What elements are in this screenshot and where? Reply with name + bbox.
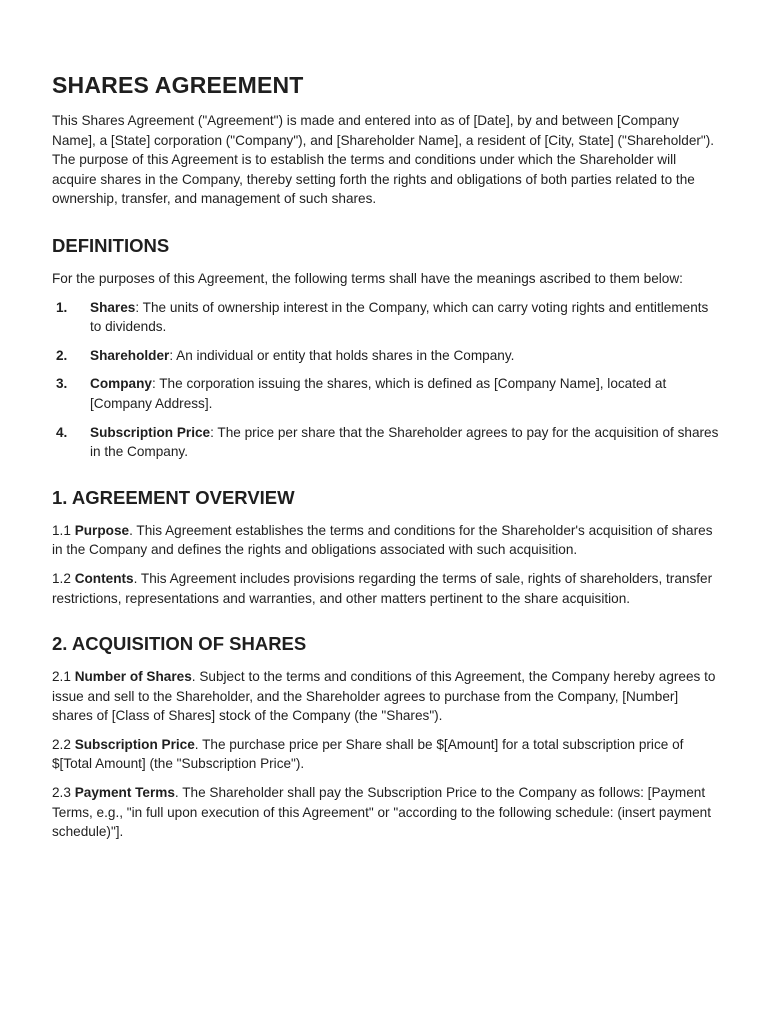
- definition-number: 4.: [56, 424, 68, 440]
- document-title: SHARES AGREEMENT: [52, 72, 304, 98]
- definition-number: 1.: [56, 299, 68, 315]
- overview-heading: 1. AGREEMENT OVERVIEW: [52, 486, 295, 508]
- definition-item: [52, 346, 720, 366]
- definition-term: Company: [90, 376, 152, 392]
- definition-term: Shareholder: [90, 347, 170, 363]
- definition-text: : The price per share that the Shareholder agrees to pay for the acquisition of shares in the Company.: [90, 424, 719, 460]
- clause-term: Payment Terms: [74, 785, 175, 801]
- definitions-section: [52, 235, 720, 462]
- definition-number: 3.: [56, 376, 68, 392]
- intro-paragraph: This Shares Agreement ("Agreement") is made and entered into as of [Date], by and between [Company Name], a [State] corporation ("Company"), and [Shareholder Name], a resident of [City, State] ("Shareholder"). The purpose of this Agreement is to establish the terms and conditions under which the Shareholder will acquire shares in the Company, thereby setting forth the rights and obligations of both parties related to the ownership, transfer, and management of such shares.: [52, 113, 715, 207]
- clause-text: . Subject to the terms and conditions of this Agreement, the Company hereby agrees to issue and sell to the Shareholder, and the Shareholder agrees to purchase from the Company, [Number] shares of [Class of Shares] stock of the Company (the "Shares").: [52, 669, 716, 724]
- clause-number: 2.3: [52, 785, 75, 801]
- clause-text: . This Agreement establishes the terms and conditions for the Shareholder's acquisition of shares in the Company and defines the rights and obligations associated with such acquisition.: [52, 522, 713, 558]
- clause-text: . The purchase price per Share shall be $[Amount] for a total subscription price of $[Total Amount] (the "Subscription Price").: [52, 736, 684, 772]
- definition-text: : The units of ownership interest in the Company, which can carry voting rights and entitlements to dividends.: [90, 299, 709, 335]
- clause-1-1: [52, 521, 720, 560]
- agreement-overview-section: [52, 487, 720, 608]
- definition-item: [52, 298, 720, 337]
- clause-1-2: [52, 569, 720, 608]
- acquisition-heading: 2. ACQUISITION OF SHARES: [52, 633, 307, 655]
- definition-item: [52, 374, 720, 413]
- clause-text: . The Shareholder shall pay the Subscription Price to the Company as follows: [Payment Terms, e.g., "in full upon execution of this Agreement" or "according to the following schedule: (insert payment schedule)"].: [52, 785, 712, 840]
- definition-term: Shares: [90, 299, 136, 315]
- clause-term: Purpose: [74, 522, 130, 538]
- clause-number: 1.2: [52, 570, 75, 586]
- clause-2-3: [52, 783, 720, 842]
- definitions-heading: DEFINITIONS: [52, 234, 170, 256]
- clause-number: 2.2: [52, 736, 75, 752]
- clause-2-2: [52, 735, 720, 774]
- definition-term: Subscription Price: [90, 424, 211, 440]
- clause-text: . This Agreement includes provisions regarding the terms of sale, rights of shareholders, transfer restrictions, representations and warranties, and other matters pertinent to the share acquisition.: [52, 570, 713, 606]
- definition-text: : An individual or entity that holds shares in the Company.: [169, 347, 515, 363]
- definition-number: 2.: [56, 347, 68, 363]
- definitions-lead: For the purposes of this Agreement, the following terms shall have the meanings ascribed to them below:: [52, 270, 683, 286]
- acquisition-section: [52, 633, 720, 842]
- clause-2-1: [52, 667, 720, 726]
- clause-term: Contents: [74, 570, 134, 586]
- definition-item: [52, 423, 720, 462]
- clause-number: 2.1: [52, 669, 75, 685]
- clause-term: Number of Shares: [74, 669, 192, 685]
- clause-number: 1.1: [52, 522, 75, 538]
- definition-text: : The corporation issuing the shares, which is defined as [Company Name], located at [Company Address].: [90, 376, 667, 411]
- definitions-list: [52, 298, 720, 462]
- clause-term: Subscription Price: [74, 736, 195, 752]
